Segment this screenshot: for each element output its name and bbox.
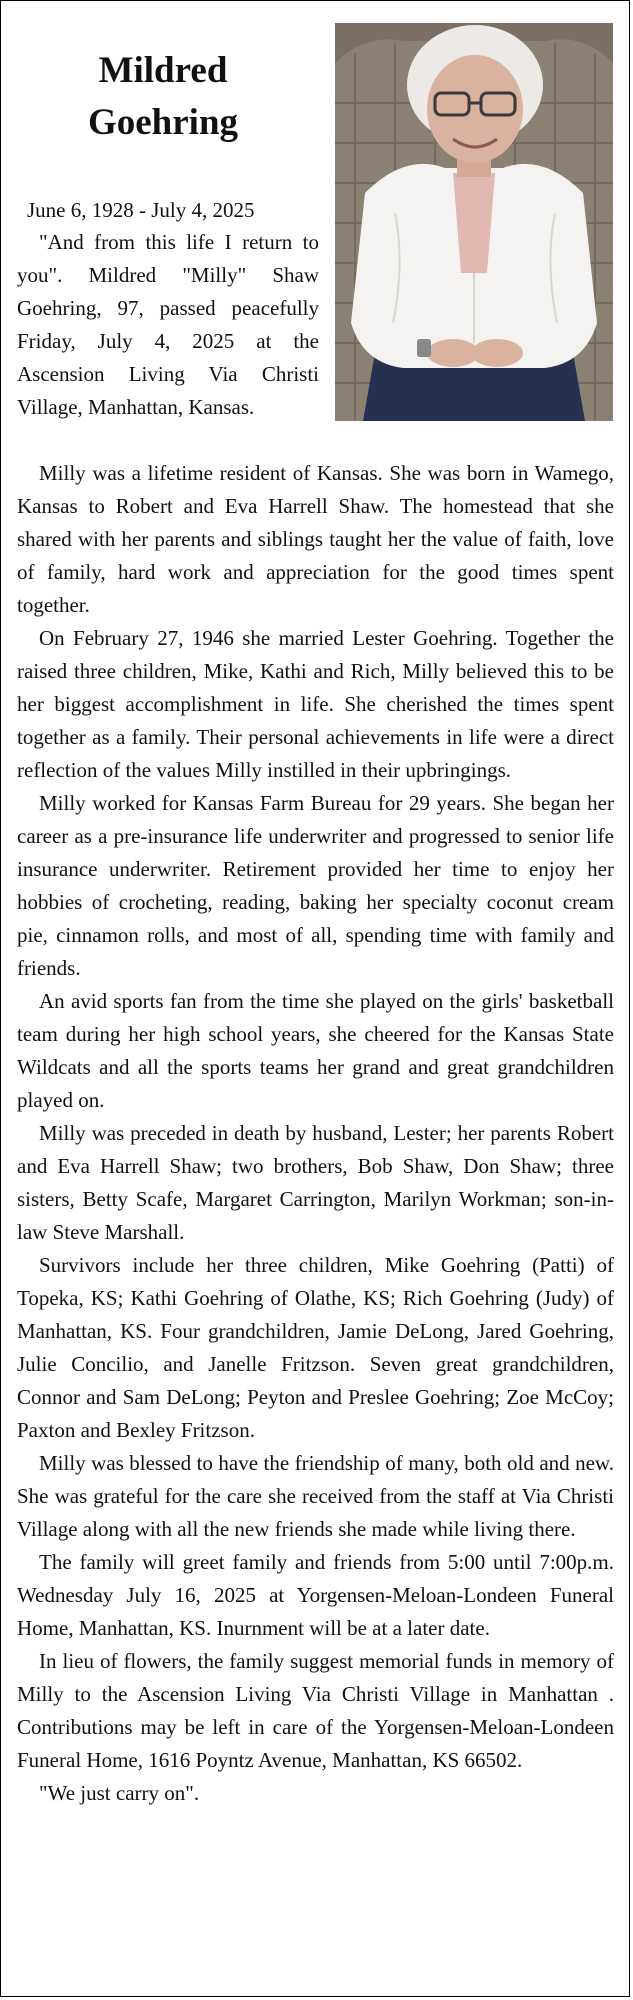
name-first: Mildred (98, 50, 228, 91)
life-dates: June 6, 1928 - July 4, 2025 (27, 198, 255, 222)
obituary-body (17, 457, 614, 1810)
paragraph-survivors: Survivors include her three children, Mike Goehring (Patti) of Topeka, KS; Kathi Goehring of Olathe, KS; Rich Goehring (Judy) of Manhattan, KS. Four grandchildren, Jamie DeLong, Jared Goehring, Julie Concilio, and Janelle Fritzson. Seven great grandchildren, Connor and Sam DeLong; Peyton and Preslee Goehring; Zoe McCoy; Paxton and Bexley Fritzson. (17, 1253, 614, 1442)
intro-paragraph: "And from this life I return to you". Mildred "Milly" Shaw Goehring, 97, passed peacefully Friday, July 4, 2025 at the Ascension Living Via Christi Village, Manhattan, Kansas. (17, 230, 319, 419)
paragraph-preceded: Milly was preceded in death by husband, Lester; her parents Robert and Eva Harrell Shaw; two brothers, Bob Shaw, Don Shaw; three sisters, Betty Scafe, Margaret Carrington, Marilyn Workman; son-in-law Steve Marshall. (17, 1121, 614, 1244)
obituary-name (13, 45, 313, 149)
intro-column (17, 226, 319, 424)
paragraph-friendship: Milly was blessed to have the friendship of many, both old and new. She was grateful for the care she received from the staff at Via Christi Village along with all the new friends she made while living there. (17, 1451, 614, 1541)
paragraph-services: The family will greet family and friends from 5:00 until 7:00p.m. Wednesday July 16, 2025 at Yorgensen-Meloan-Londeen Funeral Home, Manhattan, KS. Inurnment will be at a later date. (17, 1550, 614, 1640)
portrait-illustration (335, 23, 613, 421)
portrait-photo (335, 23, 613, 421)
paragraph-heritage: Milly was a lifetime resident of Kansas. She was born in Wamego, Kansas to Robert and Eva Harrell Shaw. The homestead that she shared with her parents and siblings taught her the value of faith, love of family, hard work and appreciation for the good times spent together. (17, 461, 614, 617)
paragraph-marriage: On February 27, 1946 she married Lester Goehring. Together the raised three children, Mike, Kathi and Rich, Milly believed this to be her biggest accomplishment in life. She cherished the times spent together as a family. Their personal achievements in life were a direct reflection of the values Milly instilled in their upbringings. (17, 626, 614, 782)
paragraph-memorials: In lieu of flowers, the family suggest memorial funds in memory of Milly to the Ascension Living Via Christi Village in Manhattan . Contributions may be left in care of the Yorgensen-Meloan-Londeen Funeral Home, 1616 Poyntz Avenue, Manhattan, KS 66502. (17, 1649, 614, 1772)
paragraph-career: Milly worked for Kansas Farm Bureau for 29 years. She began her career as a pre-insurance life underwriter and progressed to senior life insurance underwriter. Retirement provided her time to enjoy her hobbies of crocheting, reading, baking her specialty coconut cream pie, cinnamon rolls, and most of all, spending time with family and friends. (17, 791, 614, 980)
paragraph-sports: An avid sports fan from the time she played on the girls' basketball team during her high school years, she cheered for the Kansas State Wildcats and all the sports teams her grand and great grandchildren played on. (17, 989, 614, 1112)
paragraph-closing: "We just carry on". (39, 1781, 200, 1805)
name-last: Goehring (87, 102, 239, 143)
